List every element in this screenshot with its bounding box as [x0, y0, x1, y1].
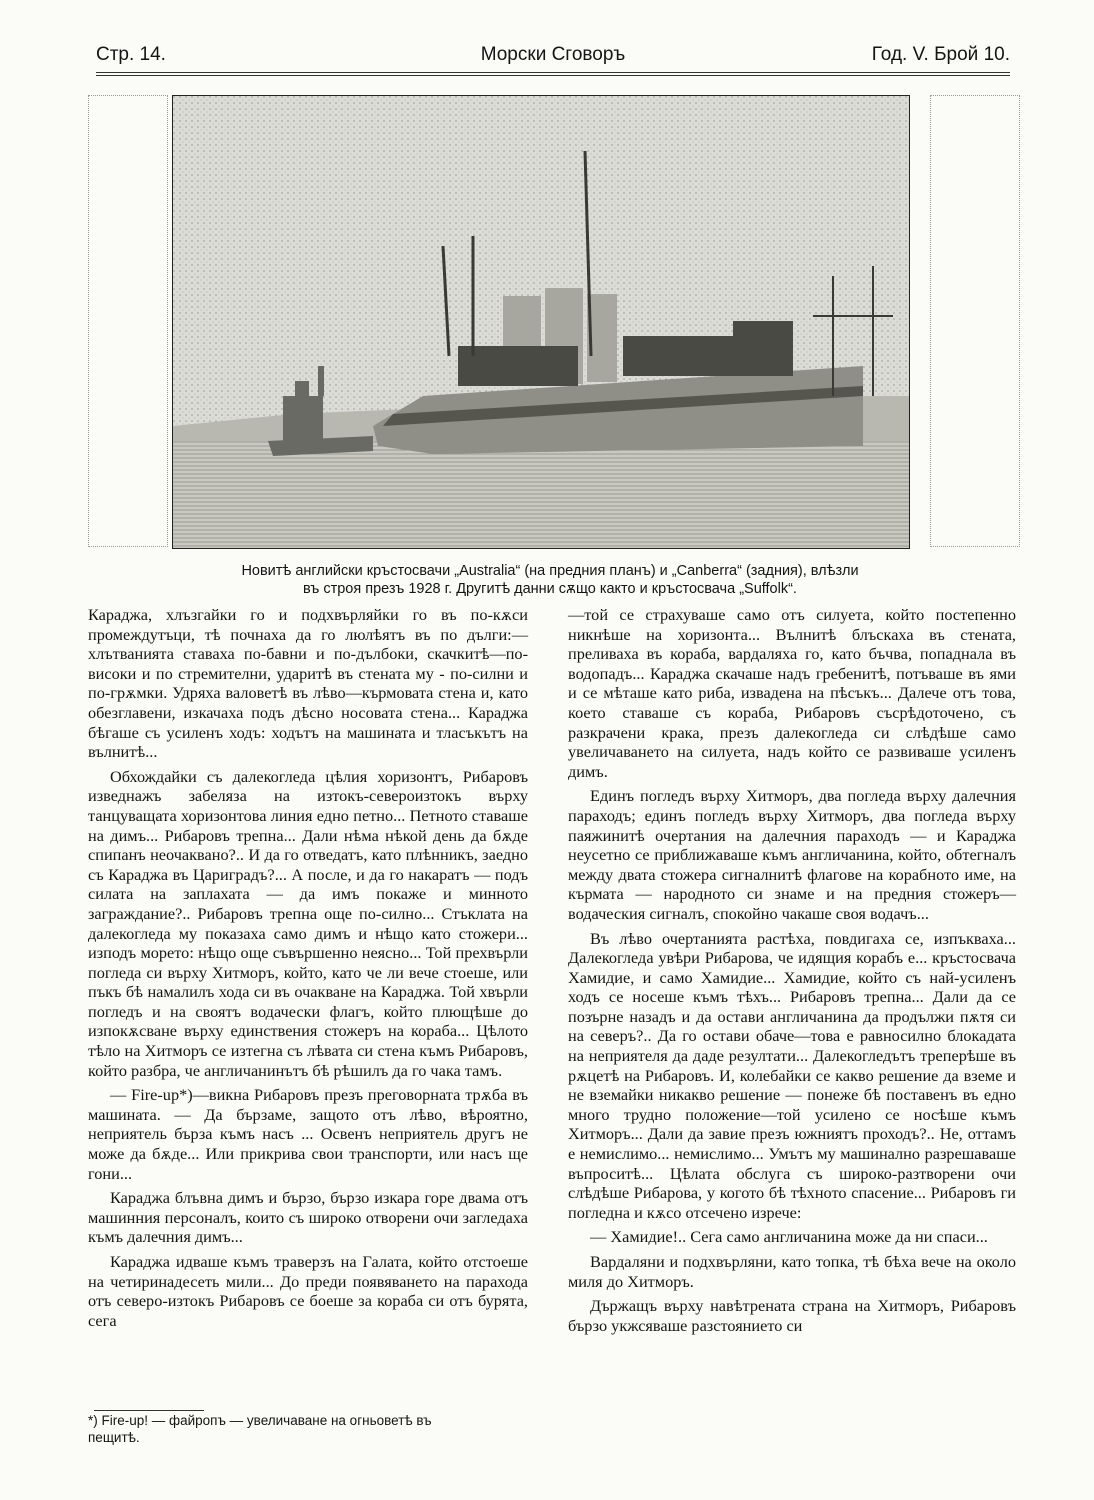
- paragraph: Обхождайки съ далекогледа цѣлия хоризонтъ, Рибаровъ изведнажъ забеляза на изтокъ-североизтокъ върху танцуващата хоризонтова линия едно петно... Петното ставаше на димъ... Рибаровъ трепна... Дали нѣма нѣкой день да бѫде спипанъ неочаквано?.. И да го отведатъ, като плѣнникъ, заедно съ Караджа въ Цариградъ?... А после, и да го накаратъ — подъ силата на заплахата — да имъ покаже и минното заграждание?.. Рибаровъ трепна още по-силно... Стъклата на далекогледа му показаха само димъ и нѣщо като стожери... изподъ морето: нѣщо още съвършенно неясно... Той прехвърли погледа си върху Хитморъ, който, като че ли вече стоеше, или пъкъ бѣ намалилъ хода си въ очакване на Караджа. Той хвърли погледъ и на своятъ водачески флагъ, който плющѣше до изпокѫсване върху единствения стожеръ на кораба... Цѣлото тѣло на Хитморъ се изтегна съ лѣвата си стена къмъ Рибаровъ, който разбра, че англичанинътъ бѣ рѣшилъ да го чака тамъ.: [88, 766, 528, 1080]
- footnote-line-2: пещитѣ.: [88, 1430, 140, 1445]
- caption-line-1: Новитѣ английски кръстосвачи „Australia“ (на предния планъ) и „Canberra“ (задния), влѣзли: [241, 563, 859, 579]
- header-rule-double: [96, 75, 1010, 76]
- paragraph: — Хамидие!.. Сега само англичанина може да ни спаси...: [590, 1227, 988, 1247]
- paragraph: Караджа идваше къмъ траверзъ на Галата, който отстоеше на четиринадесеть мили... До преди появяването на парахода отъ северо-изтокъ Рибаровъ се боеше за кораба си отъ бурята, сега: [88, 1252, 528, 1330]
- journal-title: Морски Сговоръ: [480, 44, 626, 65]
- caption-line-2: въ строя презъ 1928 г. Другитѣ данни сѫщо както и кръстосвача „Suffolk“.: [303, 581, 797, 597]
- paragraph: —той се страхуваше само отъ силуета, който постепенно никнѣше на хоризонта... Вълнитѣ блъскаха въ стената, преливаха въ кораба, вардаляха го, като бъчва, попаднала въ водопадъ... Караджа скачаше надъ гребенитѣ, потъваше въ ями и се мѣташе като риба, извадена на пѣсъкъ... Далече отъ това, което ставаше съ кораба, Рибаровъ съсрѣдоточено, съ разкрачени крака, презъ далекогледа си слѣдѣше само увеличаването на силуета, надъ който се развиваше усиленъ димъ.: [568, 605, 1016, 781]
- right-column: [568, 605, 1016, 1340]
- photo-caption: [150, 562, 950, 598]
- page-number: Стр. 14.: [96, 44, 166, 65]
- page-header: [96, 44, 1010, 74]
- left-margin-frame: [88, 95, 168, 547]
- paragraph: Въ лѣво очертанията растѣха, повдигаха се, изпъкваха... Далекогледа увѣри Рибарова, че идящия корабъ е... кръстосвача Хамидие, и само Хамидие... Хамидие, който съ най-усиленъ ходъ се носеше къмъ тѣхъ... Рибаровъ трепна... Дали да се позърне назадъ и да остави англичанина да продължи пѫтя си на северъ?.. Да го остави обаче—това е равносилно блокадата на неприятеля да даде резултати... Далекогледътъ треперѣше въ рѫцетѣ на Рибаровъ. И, колебайки се какво решение да вземе и не вземайки никакво решение — понеже бѣ поставенъ въ едно много трудно положение—той усилено се носѣше къмъ Хитморъ... Дали да завие презъ южниятъ проходъ?.. Не, оттамъ е немислимо... немислимо... Умътъ му машинално разрешаваше въпроситѣ... Цѣлата обслуга съ широко-разтворени очи слѣдѣше Рибарова, у когото бѣ тѣхното спасение... Рибаровъ ги погледна и кѫсо отсечено изрече:: [568, 928, 1016, 1222]
- right-margin-frame: [930, 95, 1020, 547]
- header-rule: [96, 72, 1010, 73]
- paragraph: Караджа блъвна димъ и бързо, бързо изкара горе двама отъ машинния персоналъ, които съ широко отворени очи загледаха къмъ далечния димъ...: [88, 1188, 528, 1247]
- paragraph: Единъ погледъ върху Хитморъ, два погледа върху далечния параходъ; единъ погледъ върху Хитморъ, два погледа върху паяжинитѣ очертания на далечния параходъ — и Караджа неусетно се приближаваше къмъ англичанина, който, обтегналъ между двата стожера сигналнитѣ флагове на корабното име, на кърмата — народното си знаме и на предния стожеръ—водаческия сигналъ, спокойно чакаше своя водачъ...: [568, 786, 1016, 923]
- warship-photo: [172, 95, 910, 549]
- paragraph: — Fire-up*)—викна Рибаровъ презъ преговорната трѫба въ машината. — Да бързаме, защото отъ лѣво, вѣроятно, неприятель бърза къмъ насъ ... Освенъ неприятель другъ не може да бѫде... Или прикрива свои транспорти, или насъ ще гони...: [88, 1085, 528, 1183]
- cruiser-illustration: [173, 96, 909, 548]
- paragraph: Караджа, хлъзгайки го и подхвърляйки го въ по-кѫси промеждутъци, тѣ почнаха да го люлѣятъ въ по дълги:—хлътванията ставаха по-бавни и по-дълбоки, скачкитѣ—по-високи и по стремителни, ударитѣ въ стената му - по-силни и по-грѫмки. Удряха валоветѣ въ лѣво—кърмовата стена и, като обезглавени, изкачаха подъ дѣсно носовата стена... Караджа бѣгаше съ усиленъ ходъ: ходътъ на машината и тласъкътъ на вълнитѣ...: [88, 605, 528, 762]
- footnote: [88, 1412, 528, 1446]
- paragraph: Вардаляни и подхвърляни, като топка, тѣ бѣха вече на около миля до Хитморъ.: [568, 1252, 1016, 1291]
- issue-number: Год. V. Брой 10.: [871, 44, 1010, 65]
- footnote-line-1: *) Fire-up! — файропъ — увеличаване на огньоветѣ въ: [88, 1413, 432, 1428]
- left-column: [88, 605, 528, 1335]
- footnote-rule: [94, 1410, 204, 1411]
- paragraph: Държащъ върху навѣтрената страна на Хитморъ, Рибаровъ бързо укжсяваше разстоянието си: [568, 1296, 1016, 1335]
